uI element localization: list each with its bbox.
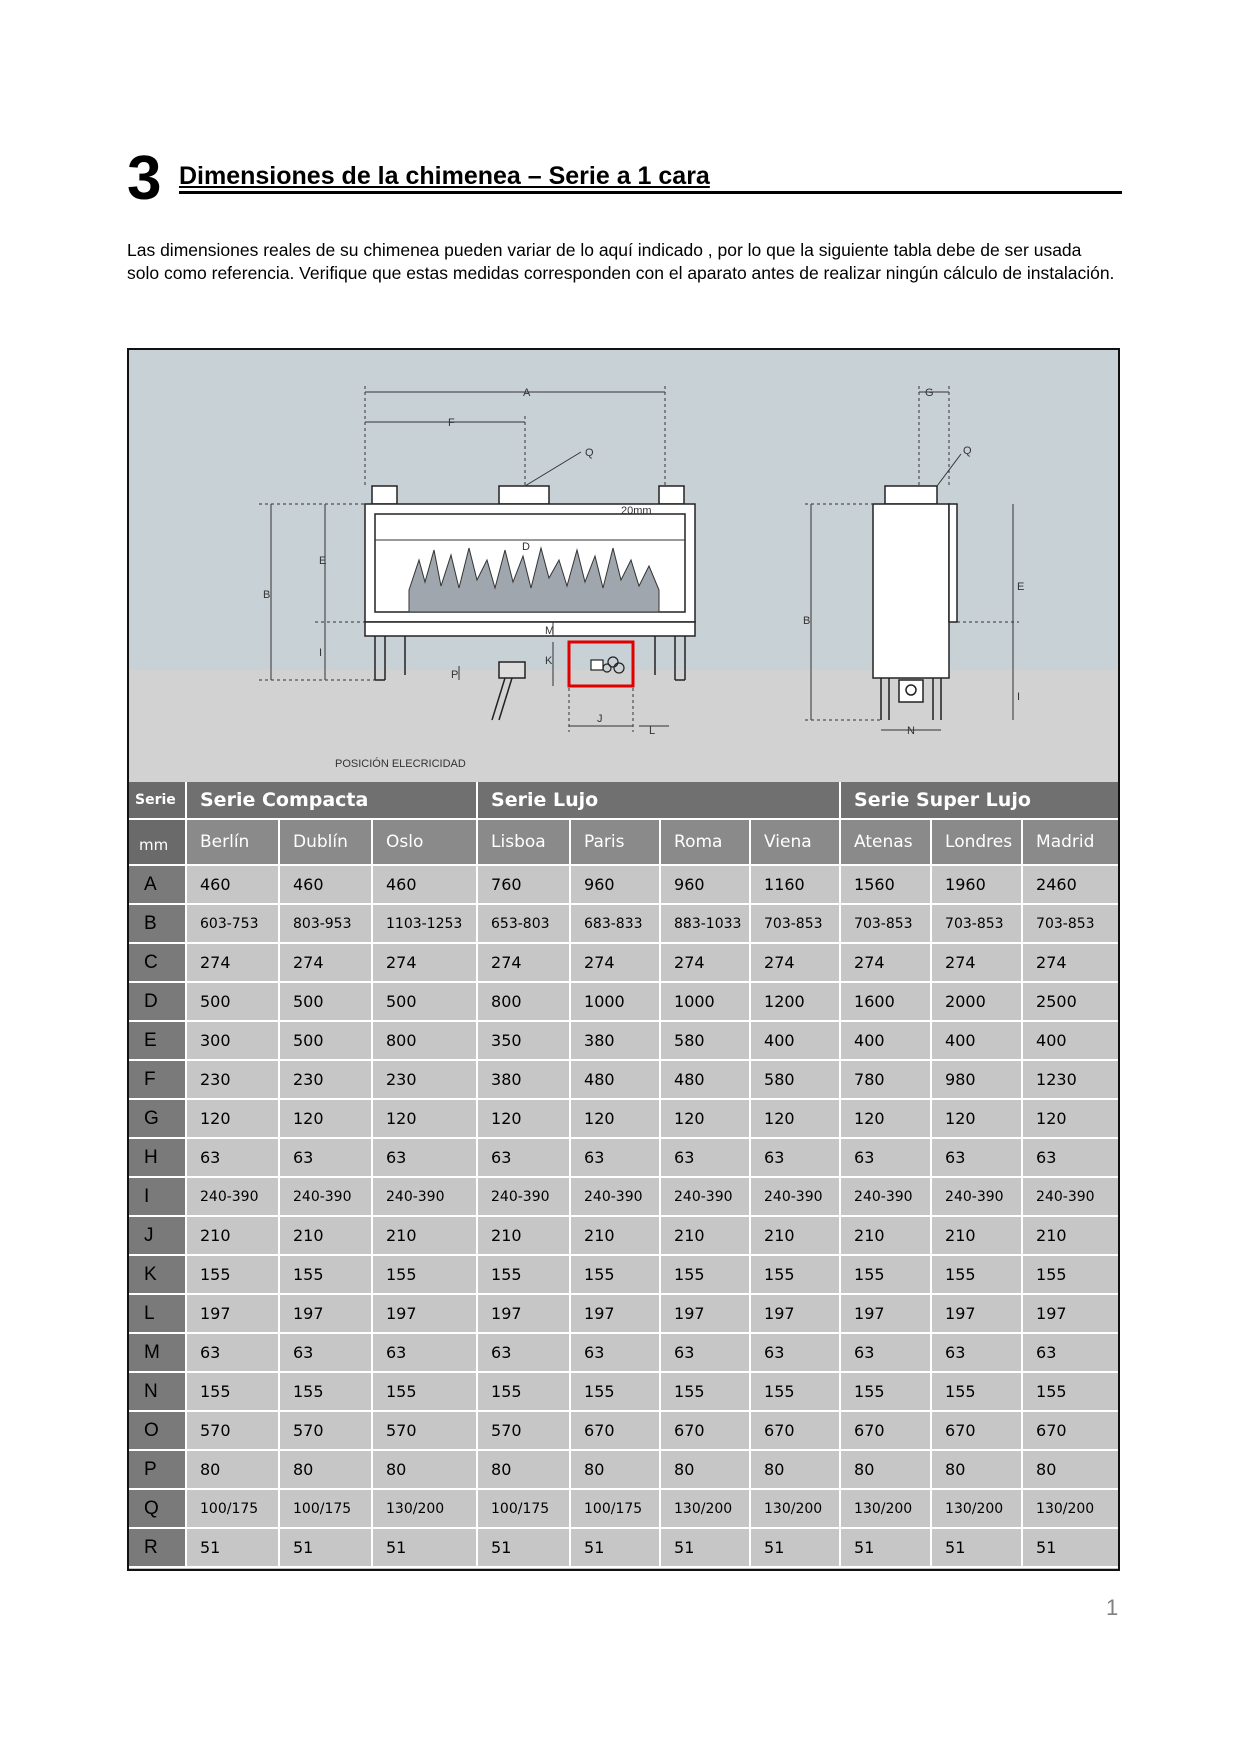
table-cell: 380 bbox=[477, 1060, 570, 1099]
table-cell: 240-390 bbox=[279, 1177, 372, 1216]
table-cell: 274 bbox=[279, 943, 372, 982]
table-cell: 703-853 bbox=[750, 904, 840, 943]
table-cell: 803-953 bbox=[279, 904, 372, 943]
table-cell: 780 bbox=[840, 1060, 931, 1099]
table-cell: 240-390 bbox=[477, 1177, 570, 1216]
table-row bbox=[129, 1372, 1118, 1411]
table-cell: 460 bbox=[186, 865, 279, 904]
table-cell: 120 bbox=[931, 1099, 1022, 1138]
table-cell: 683-833 bbox=[570, 904, 660, 943]
table-cell: 63 bbox=[750, 1333, 840, 1372]
table-cell: 155 bbox=[660, 1255, 750, 1294]
table-cell: 197 bbox=[372, 1294, 477, 1333]
row-label: M bbox=[129, 1333, 186, 1372]
table-cell: 500 bbox=[279, 1021, 372, 1060]
table-cell: 155 bbox=[750, 1372, 840, 1411]
intro-paragraph: Las dimensiones reales de su chimenea pueden variar de lo aquí indicado , por lo que la siguiente tabla debe de ser usada solo como referencia. Verifique que estas medidas corresponden con el aparato antes de realizar ningún cálculo de instalación. bbox=[127, 240, 1115, 283]
table-cell: 670 bbox=[750, 1411, 840, 1450]
page-number: 1 bbox=[1106, 1595, 1119, 1620]
table-cell: 670 bbox=[1022, 1411, 1118, 1450]
label-J: J bbox=[597, 713, 603, 725]
table-row bbox=[129, 1216, 1118, 1255]
model-header: Viena bbox=[750, 819, 840, 865]
table-cell: 63 bbox=[279, 1333, 372, 1372]
table-cell: 240-390 bbox=[186, 1177, 279, 1216]
table-cell: 120 bbox=[372, 1099, 477, 1138]
table-cell: 155 bbox=[750, 1255, 840, 1294]
table-cell: 155 bbox=[840, 1255, 931, 1294]
series-header-row bbox=[129, 782, 1118, 819]
label-posicion-electricidad: POSICIÓN ELECRICIDAD bbox=[335, 758, 466, 770]
label-I-side: I bbox=[1017, 691, 1021, 703]
table-cell: 274 bbox=[570, 943, 660, 982]
row-label: Q bbox=[129, 1489, 186, 1528]
table-cell: 1600 bbox=[840, 982, 931, 1021]
table-cell: 210 bbox=[477, 1216, 570, 1255]
table-cell: 63 bbox=[660, 1138, 750, 1177]
table-cell: 350 bbox=[477, 1021, 570, 1060]
row-label: B bbox=[129, 904, 186, 943]
table-cell: 120 bbox=[186, 1099, 279, 1138]
label-N: N bbox=[907, 725, 915, 737]
table-cell: 63 bbox=[186, 1138, 279, 1177]
section-number: 3 bbox=[127, 144, 162, 213]
label-I-front: I bbox=[319, 647, 323, 659]
table-cell: 380 bbox=[570, 1021, 660, 1060]
table-cell: 400 bbox=[840, 1021, 931, 1060]
table-cell: 670 bbox=[660, 1411, 750, 1450]
table-row bbox=[129, 1489, 1118, 1528]
table-cell: 63 bbox=[840, 1138, 931, 1177]
table-cell: 300 bbox=[186, 1021, 279, 1060]
table-cell: 120 bbox=[1022, 1099, 1118, 1138]
table-cell: 274 bbox=[1022, 943, 1118, 982]
table-cell: 100/175 bbox=[279, 1489, 372, 1528]
table-cell: 240-390 bbox=[840, 1177, 931, 1216]
table-row bbox=[129, 1060, 1118, 1099]
table-cell: 653-803 bbox=[477, 904, 570, 943]
table-cell: 130/200 bbox=[931, 1489, 1022, 1528]
table-row bbox=[129, 1255, 1118, 1294]
table-cell: 1200 bbox=[750, 982, 840, 1021]
row-label: L bbox=[129, 1294, 186, 1333]
label-E-front: E bbox=[319, 555, 327, 567]
table-row bbox=[129, 1333, 1118, 1372]
table-row bbox=[129, 865, 1118, 904]
table-cell: 155 bbox=[570, 1372, 660, 1411]
table-cell: 155 bbox=[931, 1372, 1022, 1411]
table-cell: 155 bbox=[186, 1372, 279, 1411]
row-label: K bbox=[129, 1255, 186, 1294]
table-cell: 63 bbox=[372, 1333, 477, 1372]
row-label: C bbox=[129, 943, 186, 982]
table-cell: 63 bbox=[660, 1333, 750, 1372]
model-header: Paris bbox=[570, 819, 660, 865]
model-header: Madrid bbox=[1022, 819, 1118, 865]
table-cell: 120 bbox=[750, 1099, 840, 1138]
table-row bbox=[129, 1411, 1118, 1450]
table-cell: 80 bbox=[477, 1450, 570, 1489]
table-cell: 51 bbox=[931, 1528, 1022, 1567]
table-cell: 63 bbox=[570, 1138, 660, 1177]
table-cell: 883-1033 bbox=[660, 904, 750, 943]
row-label: H bbox=[129, 1138, 186, 1177]
table-cell: 155 bbox=[1022, 1372, 1118, 1411]
section-title: Dimensiones de la chimenea – Serie a 1 cara bbox=[179, 162, 710, 190]
table-cell: 1230 bbox=[1022, 1060, 1118, 1099]
table-cell: 100/175 bbox=[570, 1489, 660, 1528]
table-cell: 480 bbox=[570, 1060, 660, 1099]
row-label: I bbox=[129, 1177, 186, 1216]
table-cell: 51 bbox=[660, 1528, 750, 1567]
table-cell: 274 bbox=[477, 943, 570, 982]
table-row bbox=[129, 1021, 1118, 1060]
label-K: K bbox=[545, 655, 553, 667]
label-B-side: B bbox=[803, 615, 811, 627]
model-header: Londres bbox=[931, 819, 1022, 865]
table-cell: 703-853 bbox=[840, 904, 931, 943]
table-cell: 130/200 bbox=[660, 1489, 750, 1528]
table-cell: 63 bbox=[931, 1138, 1022, 1177]
table-cell: 1103-1253 bbox=[372, 904, 477, 943]
table-cell: 670 bbox=[840, 1411, 931, 1450]
table-cell: 603-753 bbox=[186, 904, 279, 943]
table-cell: 570 bbox=[372, 1411, 477, 1450]
label-20mm: 20mm bbox=[621, 505, 652, 517]
table-cell: 80 bbox=[1022, 1450, 1118, 1489]
table-cell: 120 bbox=[840, 1099, 931, 1138]
dimensions-panel bbox=[127, 348, 1120, 1571]
table-cell: 51 bbox=[477, 1528, 570, 1567]
label-Q-side: Q bbox=[963, 445, 972, 457]
table-cell: 570 bbox=[186, 1411, 279, 1450]
table-cell: 230 bbox=[372, 1060, 477, 1099]
table-cell: 960 bbox=[660, 865, 750, 904]
table-cell: 210 bbox=[750, 1216, 840, 1255]
table-cell: 155 bbox=[840, 1372, 931, 1411]
row-label: N bbox=[129, 1372, 186, 1411]
label-G: G bbox=[925, 387, 934, 399]
table-cell: 703-853 bbox=[1022, 904, 1118, 943]
table-cell: 500 bbox=[186, 982, 279, 1021]
table-cell: 2460 bbox=[1022, 865, 1118, 904]
table-cell: 120 bbox=[570, 1099, 660, 1138]
table-cell: 130/200 bbox=[1022, 1489, 1118, 1528]
table-cell: 210 bbox=[931, 1216, 1022, 1255]
table-cell: 120 bbox=[477, 1099, 570, 1138]
table-cell: 197 bbox=[840, 1294, 931, 1333]
table-cell: 1000 bbox=[570, 982, 660, 1021]
table-cell: 120 bbox=[279, 1099, 372, 1138]
table-cell: 2500 bbox=[1022, 982, 1118, 1021]
table-cell: 240-390 bbox=[372, 1177, 477, 1216]
table-cell: 155 bbox=[477, 1255, 570, 1294]
table-cell: 155 bbox=[477, 1372, 570, 1411]
table-cell: 210 bbox=[186, 1216, 279, 1255]
table-cell: 51 bbox=[1022, 1528, 1118, 1567]
label-P: P bbox=[451, 669, 459, 681]
table-cell: 500 bbox=[372, 982, 477, 1021]
table-cell: 155 bbox=[279, 1255, 372, 1294]
label-B-front: B bbox=[263, 589, 271, 601]
row-label: J bbox=[129, 1216, 186, 1255]
table-cell: 500 bbox=[279, 982, 372, 1021]
table-cell: 63 bbox=[186, 1333, 279, 1372]
table-cell: 570 bbox=[279, 1411, 372, 1450]
table-cell: 155 bbox=[186, 1255, 279, 1294]
table-cell: 120 bbox=[660, 1099, 750, 1138]
table-cell: 2000 bbox=[931, 982, 1022, 1021]
table-cell: 1000 bbox=[660, 982, 750, 1021]
table-row bbox=[129, 943, 1118, 982]
label-A: A bbox=[523, 387, 531, 399]
row-label: A bbox=[129, 865, 186, 904]
model-header: Berlín bbox=[186, 819, 279, 865]
row-label: O bbox=[129, 1411, 186, 1450]
table-cell: 460 bbox=[279, 865, 372, 904]
row-label: D bbox=[129, 982, 186, 1021]
label-E-side: E bbox=[1017, 581, 1025, 593]
table-cell: 63 bbox=[279, 1138, 372, 1177]
table-cell: 580 bbox=[660, 1021, 750, 1060]
table-cell: 197 bbox=[931, 1294, 1022, 1333]
table-cell: 274 bbox=[750, 943, 840, 982]
table-cell: 51 bbox=[570, 1528, 660, 1567]
table-cell: 155 bbox=[372, 1372, 477, 1411]
table-cell: 51 bbox=[840, 1528, 931, 1567]
table-cell: 63 bbox=[372, 1138, 477, 1177]
table-row bbox=[129, 1450, 1118, 1489]
group-header: Serie Super Lujo bbox=[840, 782, 1118, 819]
table-cell: 580 bbox=[750, 1060, 840, 1099]
table-cell: 80 bbox=[750, 1450, 840, 1489]
row-label: G bbox=[129, 1099, 186, 1138]
model-header: Roma bbox=[660, 819, 750, 865]
table-cell: 274 bbox=[186, 943, 279, 982]
table-cell: 800 bbox=[477, 982, 570, 1021]
table-cell: 210 bbox=[840, 1216, 931, 1255]
table-row bbox=[129, 904, 1118, 943]
table-cell: 210 bbox=[660, 1216, 750, 1255]
dimensions-table bbox=[129, 782, 1118, 1568]
table-cell: 670 bbox=[570, 1411, 660, 1450]
group-header: Serie Compacta bbox=[186, 782, 477, 819]
model-header: Oslo bbox=[372, 819, 477, 865]
table-cell: 570 bbox=[477, 1411, 570, 1450]
group-header: Serie Lujo bbox=[477, 782, 840, 819]
table-cell: 63 bbox=[570, 1333, 660, 1372]
table-cell: 197 bbox=[186, 1294, 279, 1333]
table-cell: 155 bbox=[660, 1372, 750, 1411]
table-cell: 51 bbox=[186, 1528, 279, 1567]
table-cell: 400 bbox=[750, 1021, 840, 1060]
table-row bbox=[129, 1138, 1118, 1177]
table-cell: 240-390 bbox=[750, 1177, 840, 1216]
table-cell: 155 bbox=[570, 1255, 660, 1294]
table-cell: 230 bbox=[279, 1060, 372, 1099]
table-cell: 800 bbox=[372, 1021, 477, 1060]
table-cell: 230 bbox=[186, 1060, 279, 1099]
table-cell: 960 bbox=[570, 865, 660, 904]
table-cell: 80 bbox=[372, 1450, 477, 1489]
table-cell: 63 bbox=[1022, 1333, 1118, 1372]
table-cell: 80 bbox=[931, 1450, 1022, 1489]
table-cell: 63 bbox=[477, 1138, 570, 1177]
row-label: F bbox=[129, 1060, 186, 1099]
model-header: Lisboa bbox=[477, 819, 570, 865]
fireplace-diagram bbox=[129, 350, 1118, 782]
table-cell: 274 bbox=[840, 943, 931, 982]
table-cell: 51 bbox=[279, 1528, 372, 1567]
label-M: M bbox=[545, 625, 555, 637]
table-cell: 80 bbox=[186, 1450, 279, 1489]
table-cell: 480 bbox=[660, 1060, 750, 1099]
table-cell: 197 bbox=[279, 1294, 372, 1333]
table-cell: 197 bbox=[477, 1294, 570, 1333]
table-cell: 80 bbox=[660, 1450, 750, 1489]
heading-rule bbox=[179, 191, 1122, 194]
table-cell: 760 bbox=[477, 865, 570, 904]
row-label: P bbox=[129, 1450, 186, 1489]
table-cell: 155 bbox=[931, 1255, 1022, 1294]
table-cell: 240-390 bbox=[931, 1177, 1022, 1216]
table-cell: 400 bbox=[1022, 1021, 1118, 1060]
table-cell: 100/175 bbox=[477, 1489, 570, 1528]
table-cell: 274 bbox=[372, 943, 477, 982]
table-row bbox=[129, 1099, 1118, 1138]
table-cell: 1960 bbox=[931, 865, 1022, 904]
table-cell: 670 bbox=[931, 1411, 1022, 1450]
table-cell: 80 bbox=[570, 1450, 660, 1489]
table-cell: 210 bbox=[279, 1216, 372, 1255]
table-cell: 210 bbox=[372, 1216, 477, 1255]
table-cell: 80 bbox=[279, 1450, 372, 1489]
table-cell: 100/175 bbox=[186, 1489, 279, 1528]
table-cell: 155 bbox=[279, 1372, 372, 1411]
table-cell: 63 bbox=[931, 1333, 1022, 1372]
table-cell: 130/200 bbox=[372, 1489, 477, 1528]
table-cell: 210 bbox=[1022, 1216, 1118, 1255]
table-cell: 197 bbox=[1022, 1294, 1118, 1333]
table-cell: 80 bbox=[840, 1450, 931, 1489]
table-cell: 130/200 bbox=[750, 1489, 840, 1528]
table-cell: 274 bbox=[660, 943, 750, 982]
table-cell: 240-390 bbox=[1022, 1177, 1118, 1216]
section-heading bbox=[127, 144, 1122, 213]
table-row bbox=[129, 1294, 1118, 1333]
table-cell: 703-853 bbox=[931, 904, 1022, 943]
model-header: Atenas bbox=[840, 819, 931, 865]
table-cell: 63 bbox=[840, 1333, 931, 1372]
mm-label: mm bbox=[129, 819, 186, 865]
label-Q-front: Q bbox=[585, 447, 594, 459]
table-cell: 980 bbox=[931, 1060, 1022, 1099]
table-cell: 51 bbox=[372, 1528, 477, 1567]
table-row bbox=[129, 1177, 1118, 1216]
table-cell: 240-390 bbox=[660, 1177, 750, 1216]
serie-label: Serie bbox=[129, 782, 186, 819]
table-cell: 155 bbox=[1022, 1255, 1118, 1294]
table-cell: 130/200 bbox=[840, 1489, 931, 1528]
row-label: E bbox=[129, 1021, 186, 1060]
table-cell: 1560 bbox=[840, 865, 931, 904]
table-cell: 63 bbox=[750, 1138, 840, 1177]
table-row bbox=[129, 982, 1118, 1021]
table-row bbox=[129, 1528, 1118, 1567]
table-cell: 51 bbox=[750, 1528, 840, 1567]
table-cell: 274 bbox=[931, 943, 1022, 982]
label-D: D bbox=[522, 541, 530, 553]
table-cell: 197 bbox=[570, 1294, 660, 1333]
table-cell: 63 bbox=[477, 1333, 570, 1372]
table-cell: 1160 bbox=[750, 865, 840, 904]
label-F: F bbox=[448, 417, 455, 429]
table-cell: 155 bbox=[372, 1255, 477, 1294]
table-cell: 63 bbox=[1022, 1138, 1118, 1177]
table-cell: 460 bbox=[372, 865, 477, 904]
model-header-row bbox=[129, 819, 1118, 865]
table-cell: 240-390 bbox=[570, 1177, 660, 1216]
label-L: L bbox=[649, 725, 656, 737]
table-cell: 197 bbox=[660, 1294, 750, 1333]
table-cell: 400 bbox=[931, 1021, 1022, 1060]
model-header: Dublín bbox=[279, 819, 372, 865]
row-label: R bbox=[129, 1528, 186, 1567]
table-cell: 210 bbox=[570, 1216, 660, 1255]
table-cell: 197 bbox=[750, 1294, 840, 1333]
